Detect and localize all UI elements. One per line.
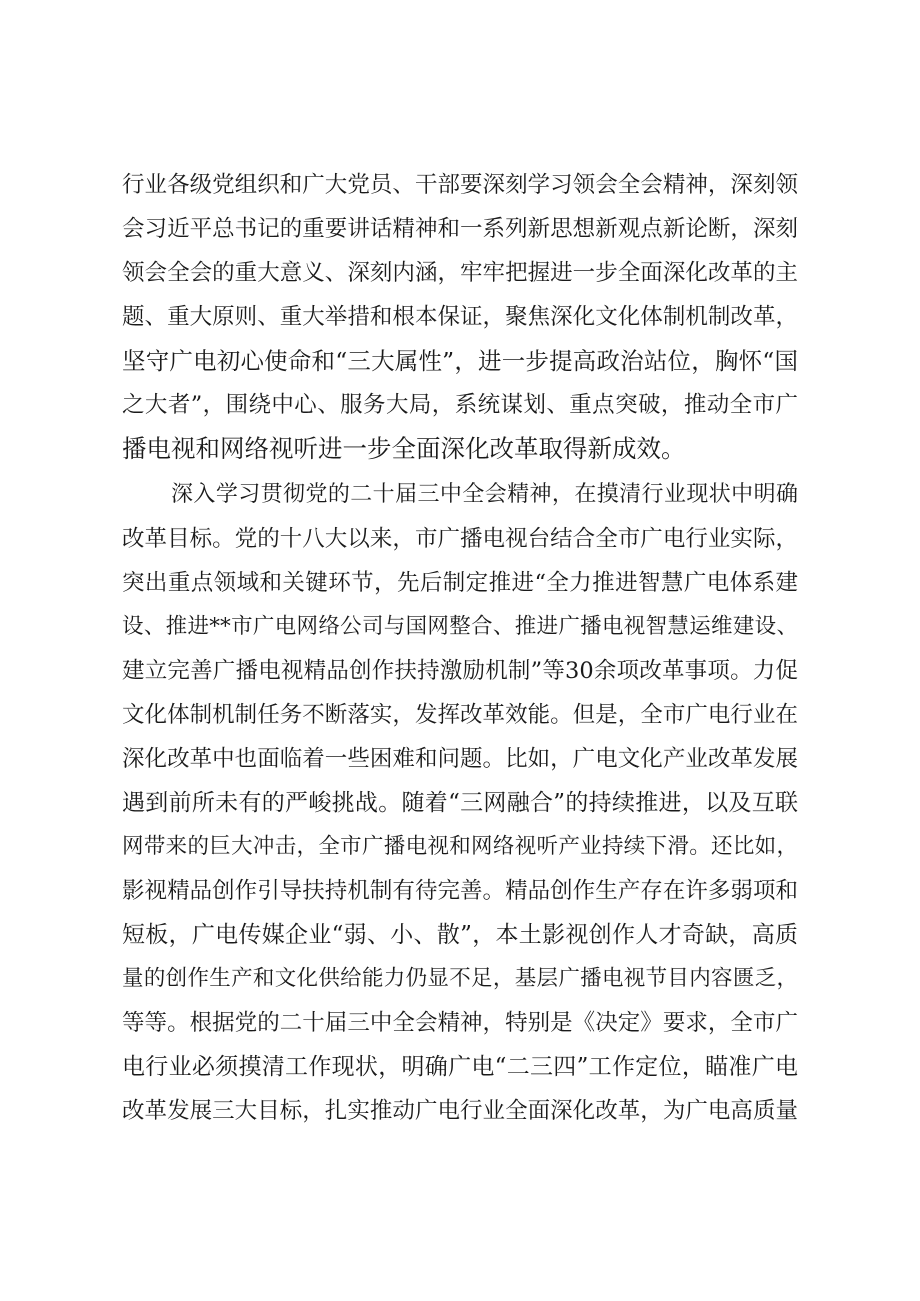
text-line: 等等。根据党的二十届三中全会精神，特别是《决定》要求，全市广 xyxy=(122,1010,798,1036)
text-line: 设、推进**市广电网络公司与国网整合、推进广播电视智慧运维建设、 xyxy=(122,614,798,639)
text-line: 会习近平总书记的重要讲话精神和一系列新思想新观点新论断，深刻 xyxy=(122,216,798,242)
text-line: 建立完善广播电视精品创作扶持激励机制”等30余项改革事项。力促 xyxy=(122,658,798,684)
text-line: 领会全会的重大意义、深刻内涵，牢牢把握进一步全面深化改革的主 xyxy=(122,260,798,286)
text-line: 网带来的巨大冲击，全市广播电视和网络视听产业持续下滑。还比如， xyxy=(122,834,798,859)
text-line: 坚守广电初心使命和“三大属性”，进一步提高政治站位，胸怀“国 xyxy=(122,347,798,375)
text-line: 改革发展三大目标，扎实推动广电行业全面深化改革，为广电高质量 xyxy=(122,1098,798,1124)
text-line: 短板，广电传媒企业“弱、小、散”，本土影视创作人才奇缺，高质 xyxy=(122,922,798,948)
text-line: 量的创作生产和文化供给能力仍显不足，基层广播电视节目内容匮乏， xyxy=(122,966,798,991)
text-line: 播电视和网络视听进一步全面深化改革取得新成效。 xyxy=(122,434,686,463)
text-line: 改革目标。党的十八大以来，市广播电视台结合全市广电行业实际， xyxy=(122,526,798,552)
text-line: 遇到前所未有的严峻挑战。随着“三网融合”的持续推进，以及互联 xyxy=(122,790,798,816)
text-line: 电行业必须摸清工作现状，明确广电“二三四”工作定位，瞄准广电 xyxy=(122,1054,798,1080)
text-line: 突出重点领域和关键环节，先后制定推进“全力推进智慧广电体系建 xyxy=(122,570,798,596)
text-line: 行业各级党组织和广大党员、干部要深刻学习领会全会精神，深刻领 xyxy=(122,172,798,198)
text-line: 深化改革中也面临着一些困难和问题。比如，广电文化产业改革发展 xyxy=(122,746,798,772)
text-line: 深入学习贯彻党的二十届三中全会精神，在摸清行业现状中明确 xyxy=(171,482,798,507)
text-line: 文化体制机制任务不断落实，发挥改革效能。但是，全市广电行业在 xyxy=(122,702,798,728)
text-line: 题、重大原则、重大举措和根本保证，聚焦深化文化体制机制改革， xyxy=(122,304,798,330)
text-line: 之大者”，围绕中心、服务大局，系统谋划、重点突破，推动全市广 xyxy=(122,392,798,418)
text-line: 影视精品创作引导扶持机制有待完善。精品创作生产存在许多弱项和 xyxy=(122,878,798,904)
